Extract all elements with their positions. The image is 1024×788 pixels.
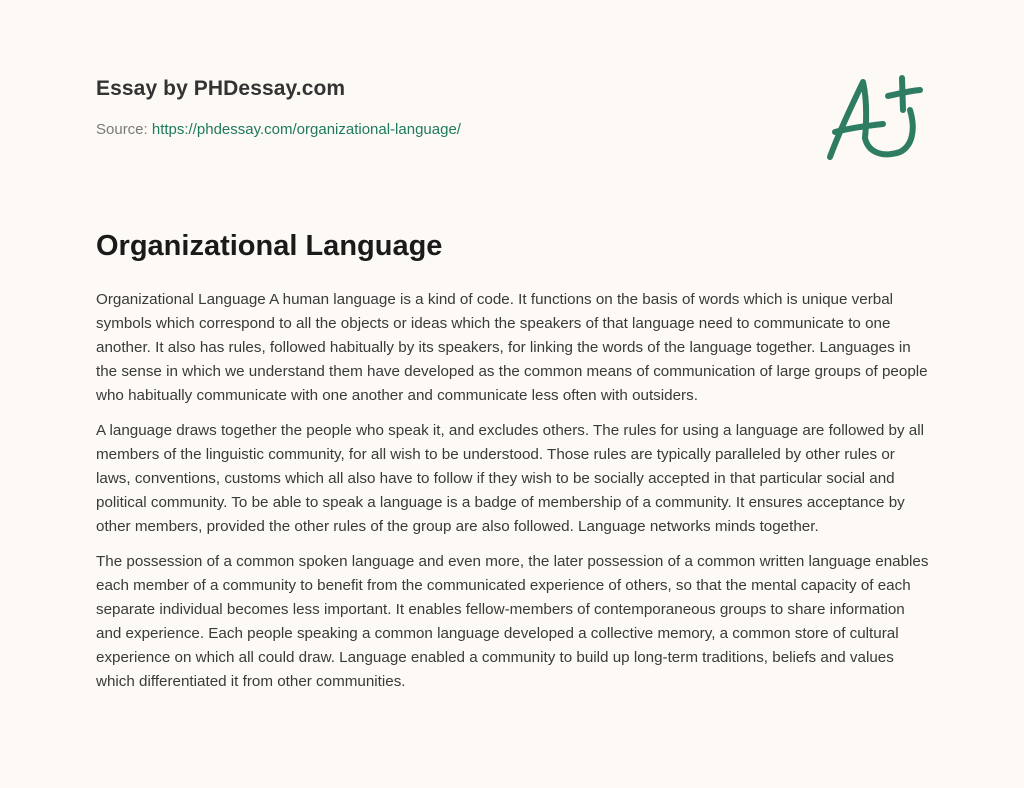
source-line (96, 120, 796, 140)
page-header (96, 74, 796, 140)
article-title: Organizational Language (96, 230, 443, 262)
article-paragraph: Organizational Language A human language is a kind of code. It functions on the basis of words which is unique verbal symbols which correspond to all the objects or ideas which the speakers of that language need to communicate to one another. It also has rules, followed habitually by its speakers, for linking the words of the language together. Languages in the sense in which we understand them have developed as the common means of communication of large groups of people who habitually communicate with one another and communicate less often with outsiders. (96, 291, 928, 404)
article-paragraph: The possession of a common spoken language and even more, the later possession of a common written language enables each member of a community to benefit from the communicated experience of others, so that the mental capacity of each separate individual becomes less important. It enables fellow-members of contemporaneous groups to share information and experience. Each people speaking a common language developed a collective memory, a common store of cultural experience on which all could draw. Language enabled a community to build up long-term traditions, beliefs and values which differentiated it from other communities. (96, 553, 929, 690)
source-link[interactable]: https://phdessay.com/organizational-language/ (151, 121, 461, 138)
source-label: Source: (96, 121, 148, 138)
article-paragraph: A language draws together the people who speak it, and excludes others. The rules for using a language are followed by all members of the linguistic community, for all wish to be understood. Those rules are typically paralleled by other rules or laws, conventions, customs which all also have to follow if they wish to be socially accepted in that particular social and political community. To be able to speak a language is a badge of membership of a community. It ensures acceptance by other members, provided the other rules of the group are also followed. Language networks minds together. (96, 422, 924, 535)
article (96, 226, 932, 705)
site-title: Essay by PHDessay.com (96, 77, 346, 100)
a-plus-grade-icon (820, 60, 940, 170)
